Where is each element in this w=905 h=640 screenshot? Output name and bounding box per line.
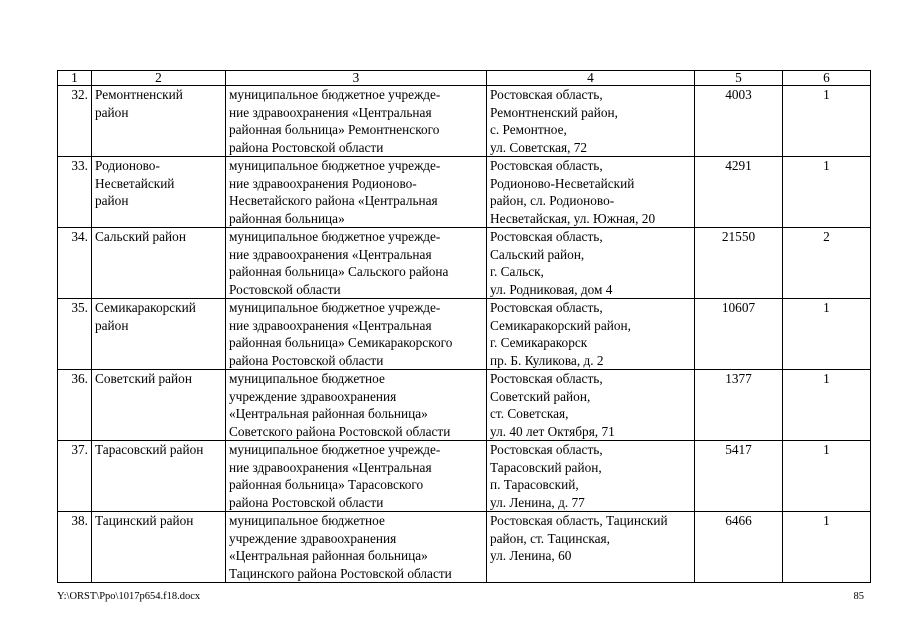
column-number-row [58, 71, 871, 86]
row-number-cell: 38. [58, 512, 92, 583]
column-5-value: 6466 [695, 512, 783, 583]
address-line: район, ст. Тацинская, [490, 530, 610, 546]
institution-line: районная больница» Ремонтненского [229, 122, 440, 137]
table-row [58, 157, 871, 228]
address-line: ул. Ленина, д. 77 [490, 494, 585, 510]
footer-file-path: Y:\ORST\Ppo\1017p654.f18.docx [57, 591, 201, 602]
institution-line: Советского района Ростовской области [229, 423, 451, 439]
column-6-value: 1 [783, 299, 871, 370]
table-row [58, 441, 871, 512]
district-cell [92, 86, 226, 157]
address-line: район, сл. Родионово- [490, 193, 615, 208]
institution-line: ние здравоохранения «Центральная [229, 246, 432, 262]
institution-line: «Центральная районная больница» [229, 548, 428, 563]
institution-line: муниципальное бюджетное учрежде- [229, 87, 441, 102]
institution-line: муниципальное бюджетное учрежде- [229, 442, 441, 457]
address-line: Несветайская, ул. Южная, 20 [490, 210, 656, 226]
institution-line: ние здравоохранения «Центральная [229, 104, 432, 120]
address-line: п. Тарасовский, [490, 477, 579, 492]
address-cell [487, 512, 695, 583]
row-number-cell: 37. [58, 441, 92, 512]
address-cell [487, 86, 695, 157]
address-line: пр. Б. Куликова, д. 2 [490, 352, 604, 368]
district-line: район [95, 193, 129, 208]
institution-line: районная больница» Сальского района [229, 264, 449, 279]
address-line: г. Сальск, [490, 264, 544, 279]
column-number: 6 [783, 71, 871, 86]
address-line: Семикаракорский район, [490, 317, 631, 333]
district-cell [92, 228, 226, 299]
district-cell [92, 370, 226, 441]
institution-line: районная больница» Тарасовского [229, 477, 424, 492]
institution-cell [226, 157, 487, 228]
address-line: Ростовская область, Тацинский [490, 513, 668, 528]
institution-line: района Ростовской области [229, 139, 384, 155]
column-6-value: 1 [783, 157, 871, 228]
address-line: Тарасовский район, [490, 459, 602, 475]
address-line: Родионово-Несветайский [490, 175, 635, 191]
district-line: Несветайский [95, 175, 175, 191]
address-cell [487, 370, 695, 441]
address-cell [487, 299, 695, 370]
institution-line: муниципальное бюджетное [229, 513, 385, 528]
institution-line: муниципальное бюджетное учрежде- [229, 158, 441, 173]
address-line: ул. 40 лет Октября, 71 [490, 423, 615, 439]
institution-line: Тацинского района Ростовской области [229, 565, 452, 581]
table-row [58, 228, 871, 299]
district-cell [92, 299, 226, 370]
row-number-cell: 35. [58, 299, 92, 370]
address-line: с. Ремонтное, [490, 122, 567, 137]
address-line: Советский район, [490, 388, 591, 404]
column-number: 1 [58, 71, 92, 86]
institution-cell [226, 228, 487, 299]
column-5-value: 21550 [695, 228, 783, 299]
institution-line: муниципальное бюджетное учрежде- [229, 229, 441, 244]
district-line: район [95, 317, 129, 333]
district-line: район [95, 104, 129, 120]
district-cell [92, 441, 226, 512]
district-line: Семикаракорский [95, 300, 196, 315]
district-cell [92, 157, 226, 228]
table-row [58, 86, 871, 157]
address-line: Ростовская область, [490, 300, 603, 315]
institution-line: районная больница» Семикаракорского [229, 335, 453, 350]
address-line: Ростовская область, [490, 371, 603, 386]
district-line: Тарасовский район [95, 442, 204, 457]
institution-line: Ростовской области [229, 281, 341, 297]
row-number-cell: 34. [58, 228, 92, 299]
district-line: Советский район [95, 371, 192, 386]
institution-cell [226, 86, 487, 157]
column-5-value: 4003 [695, 86, 783, 157]
column-6-value: 1 [783, 441, 871, 512]
data-table [57, 70, 871, 583]
row-number-cell: 36. [58, 370, 92, 441]
address-cell [487, 441, 695, 512]
institution-line: ние здравоохранения «Центральная [229, 317, 432, 333]
column-6-value: 2 [783, 228, 871, 299]
address-cell [487, 228, 695, 299]
institution-line: районная больница» [229, 210, 345, 226]
institution-cell [226, 512, 487, 583]
address-line: Сальский район, [490, 246, 585, 262]
district-line: Тацинский район [95, 513, 194, 528]
column-5-value: 4291 [695, 157, 783, 228]
row-number-cell: 33. [58, 157, 92, 228]
column-5-value: 10607 [695, 299, 783, 370]
institution-line: района Ростовской области [229, 352, 384, 368]
institution-line: района Ростовской области [229, 494, 384, 510]
column-6-value: 1 [783, 370, 871, 441]
address-line: ст. Советская, [490, 406, 569, 421]
column-5-value: 1377 [695, 370, 783, 441]
district-line: Сальский район [95, 229, 186, 244]
column-number: 2 [92, 71, 226, 86]
district-line: Ремонтненский [95, 87, 183, 102]
address-line: ул. Ленина, 60 [490, 548, 572, 563]
address-cell [487, 157, 695, 228]
district-line: Родионово- [95, 158, 160, 173]
row-number-cell: 32. [58, 86, 92, 157]
column-6-value: 1 [783, 86, 871, 157]
institution-line: ние здравоохранения Родионово- [229, 175, 417, 191]
column-number: 3 [226, 71, 487, 86]
address-line: г. Семикаракорск [490, 335, 588, 350]
address-line: Ремонтненский район, [490, 104, 618, 120]
column-number: 4 [487, 71, 695, 86]
address-line: Ростовская область, [490, 229, 603, 244]
column-number: 5 [695, 71, 783, 86]
footer-page-number: 85 [853, 591, 864, 602]
institution-line: ние здравоохранения «Центральная [229, 459, 432, 475]
institution-line: «Центральная районная больница» [229, 406, 428, 421]
table-row [58, 370, 871, 441]
address-line: Ростовская область, [490, 442, 603, 457]
table-row [58, 299, 871, 370]
institution-line: муниципальное бюджетное [229, 371, 385, 386]
column-5-value: 5417 [695, 441, 783, 512]
institution-line: Несветайского района «Центральная [229, 193, 438, 208]
institution-line: учреждение здравоохранения [229, 388, 397, 404]
address-line: Ростовская область, [490, 158, 603, 173]
table-row [58, 512, 871, 583]
address-line: Ростовская область, [490, 87, 603, 102]
address-line: ул. Советская, 72 [490, 139, 588, 155]
address-line: ул. Родниковая, дом 4 [490, 281, 613, 297]
district-cell [92, 512, 226, 583]
institution-line: муниципальное бюджетное учрежде- [229, 300, 441, 315]
institution-cell [226, 299, 487, 370]
institution-cell [226, 370, 487, 441]
institution-cell [226, 441, 487, 512]
institution-line: учреждение здравоохранения [229, 530, 397, 546]
column-6-value: 1 [783, 512, 871, 583]
